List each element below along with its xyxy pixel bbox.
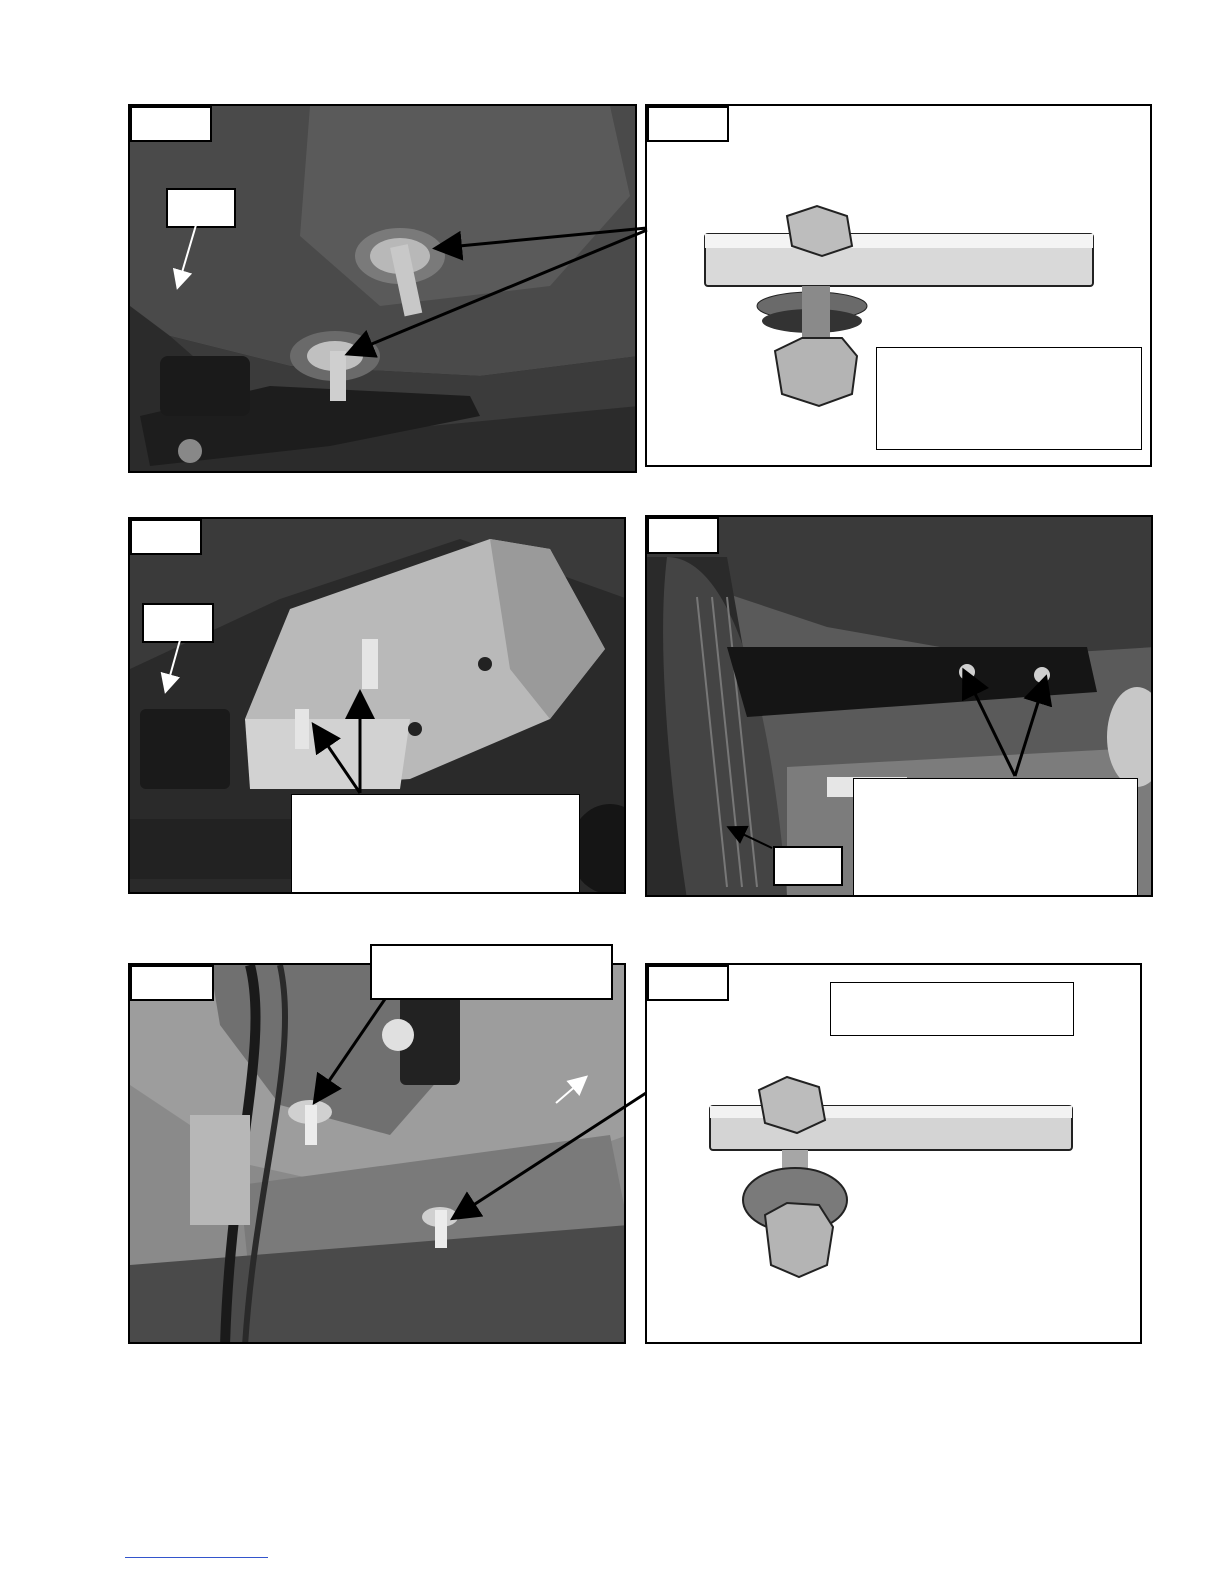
figure-panel-f: [645, 963, 1142, 1344]
callout-text-box: [853, 778, 1138, 897]
figure-panel-a: [128, 104, 637, 473]
figure-panel-e: [128, 963, 626, 1344]
figure-label-box: [130, 106, 212, 142]
figure-label-box: [647, 965, 729, 1001]
footer-link-underline[interactable]: [125, 1557, 268, 1558]
figure-label-box: [647, 106, 729, 142]
callout-text-box: [291, 794, 580, 894]
figure-panel-c: [128, 517, 626, 894]
figure-label-box: [130, 965, 214, 1001]
callout-label-box: [773, 846, 843, 886]
callout-text-box: [370, 944, 613, 1000]
callout-label-box: [166, 188, 236, 228]
figure-panel-d: [645, 515, 1153, 897]
callout-text-box: [830, 982, 1074, 1036]
figure-label-box: [647, 517, 719, 554]
callout-label-box: [142, 603, 214, 643]
figure-label-box: [130, 519, 202, 555]
frame-rail-studs-photo: [130, 965, 626, 1344]
frame-underside-photo: [130, 106, 637, 473]
callout-text-box: [876, 347, 1142, 450]
figure-panel-b: [645, 104, 1152, 467]
